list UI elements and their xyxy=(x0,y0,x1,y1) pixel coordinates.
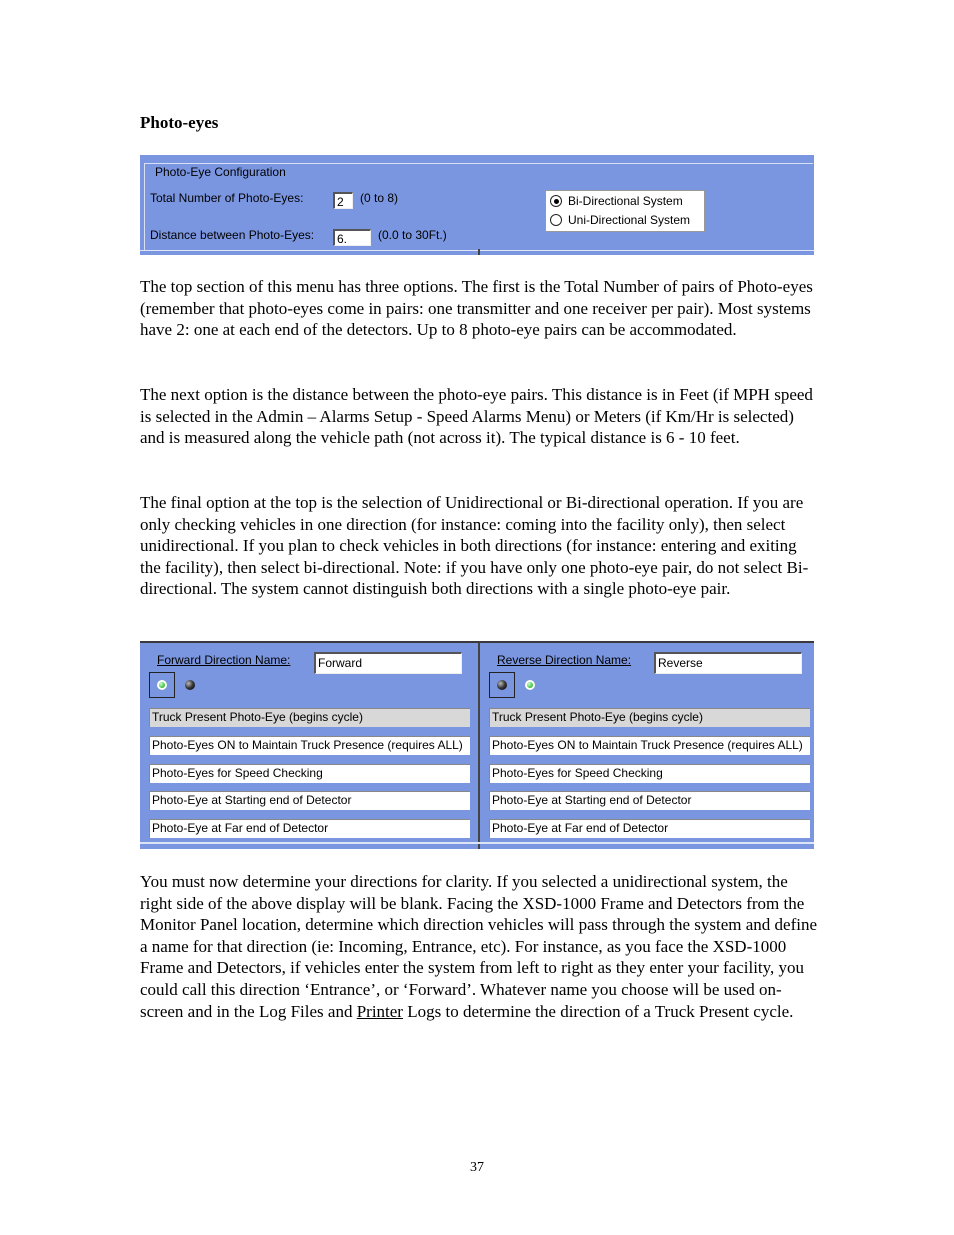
paragraph-direction-mode: The final option at the top is the selection of Unidirectional or Bi-directional operation. If you are only checking vehicles in one direction (for instance: coming into the facility only), then select unidirectional. If you plan to check vehicles in both directions (for instance: entering and exiting the facility), then select bi-directional. Note: if you have only one photo-eye pair, do not select Bi-directional. The system cannot distinguish both directions with a single photo-eye pair. xyxy=(140,493,809,599)
forward-list-item[interactable]: Photo-Eyes for Speed Checking xyxy=(149,764,470,783)
dark-led-icon xyxy=(497,680,507,690)
reverse-direction-panel xyxy=(480,643,814,849)
reverse-list-item[interactable]: Photo-Eyes ON to Maintain Truck Presence (requires ALL) xyxy=(489,736,810,755)
forward-list-item[interactable]: Photo-Eye at Starting end of Detector xyxy=(149,791,470,810)
forward-direction-panel xyxy=(140,643,476,849)
distance-range-label: (0.0 to 30Ft.) xyxy=(378,228,447,242)
reverse-direction-label: Reverse Direction Name: xyxy=(497,653,632,667)
forward-direction-label: Forward Direction Name: xyxy=(157,653,291,667)
forward-direction-input[interactable]: Forward xyxy=(314,652,462,674)
forward-list-item[interactable]: Photo-Eye at Far end of Detector xyxy=(149,819,470,838)
distance-label: Distance between Photo-Eyes: xyxy=(150,228,315,242)
paragraph-text: Logs to determine the direction of a Truck Present cycle. xyxy=(402,1001,794,1021)
reverse-led-button[interactable] xyxy=(489,672,515,698)
total-photo-eyes-label: Total Number of Photo-Eyes: xyxy=(150,191,304,205)
radio-unselected-icon[interactable] xyxy=(550,214,562,226)
distance-input[interactable]: 6. xyxy=(333,229,371,246)
reverse-list-item[interactable]: Photo-Eyes for Speed Checking xyxy=(489,764,810,783)
config-group-box xyxy=(144,163,813,251)
page-number: 37 xyxy=(470,1160,484,1175)
forward-list-item[interactable]: Photo-Eyes ON to Maintain Truck Presence (requires ALL) xyxy=(149,736,470,755)
radio-selected-icon[interactable] xyxy=(550,195,562,207)
printer-link[interactable]: Printer xyxy=(356,1001,403,1021)
total-range-label: (0 to 8) xyxy=(360,191,399,205)
panel-bottom-edge xyxy=(140,250,814,251)
unidirectional-label: Uni-Directional System xyxy=(568,213,691,227)
paragraph-text: You must now determine your directions for clarity. If you selected a unidirectional system, the right side of the above display will be blank. Facing the XSD-1000 Frame and Detectors from the Monitor Panel location, determine which direction vehicles will pass through the system and define a name for that direction (ie: Incoming, Entrance, etc). For instance, as you face the XSD-1000 Frame and Detectors, if vehicles enter the system from left to right as they enter your facility, you could call this direction ‘Entrance’, or ‘Forward’. Whatever name you choose will be used on-screen and in the Log Files and xyxy=(140,872,818,1021)
bidirectional-label: Bi-Directional System xyxy=(568,194,683,208)
unidirectional-option[interactable] xyxy=(550,211,690,229)
forward-list-item[interactable]: Truck Present Photo-Eye (begins cycle) xyxy=(149,708,470,727)
paragraph-distance: The next option is the distance between the photo-eye pairs. This distance is in Feet (if MPH speed is selected in the Admin – Alarms Setup - Speed Alarms Menu) or Meters (if Km/Hr is selected) and is measured along the vehicle path (not across it). The typical distance is 6 - 10 feet. xyxy=(140,385,813,448)
panel-bottom-edge xyxy=(140,842,814,844)
total-photo-eyes-input[interactable]: 2 xyxy=(333,192,353,209)
section-heading: Photo-eyes xyxy=(140,113,219,132)
direction-mode-radio-group xyxy=(545,190,705,232)
reverse-led-indicator xyxy=(522,677,538,693)
panel-divider-tick xyxy=(478,249,480,255)
forward-led-button[interactable] xyxy=(149,672,175,698)
forward-led-indicator xyxy=(182,677,198,693)
green-led-icon xyxy=(525,680,535,690)
config-legend: Photo-Eye Configuration xyxy=(155,165,286,179)
reverse-list-item[interactable]: Truck Present Photo-Eye (begins cycle) xyxy=(489,708,810,727)
paragraph-total-number: The top section of this menu has three options. The first is the Total Number of pairs of Photo-eyes (remember that photo-eyes come in pairs: one transmitter and one receiver per pair). Most systems have 2: one at each end of the detectors. Up to 8 photo-eye pairs can be accommodated. xyxy=(140,277,813,340)
dark-led-icon xyxy=(185,680,195,690)
direction-names-panel xyxy=(140,641,814,849)
reverse-direction-input[interactable]: Reverse xyxy=(654,652,802,674)
paragraph-direction-naming xyxy=(140,871,820,1022)
photo-eye-config-panel xyxy=(140,155,814,255)
reverse-list-item[interactable]: Photo-Eye at Starting end of Detector xyxy=(489,791,810,810)
bidirectional-option[interactable] xyxy=(550,192,683,210)
green-led-icon xyxy=(157,680,167,690)
reverse-list-item[interactable]: Photo-Eye at Far end of Detector xyxy=(489,819,810,838)
